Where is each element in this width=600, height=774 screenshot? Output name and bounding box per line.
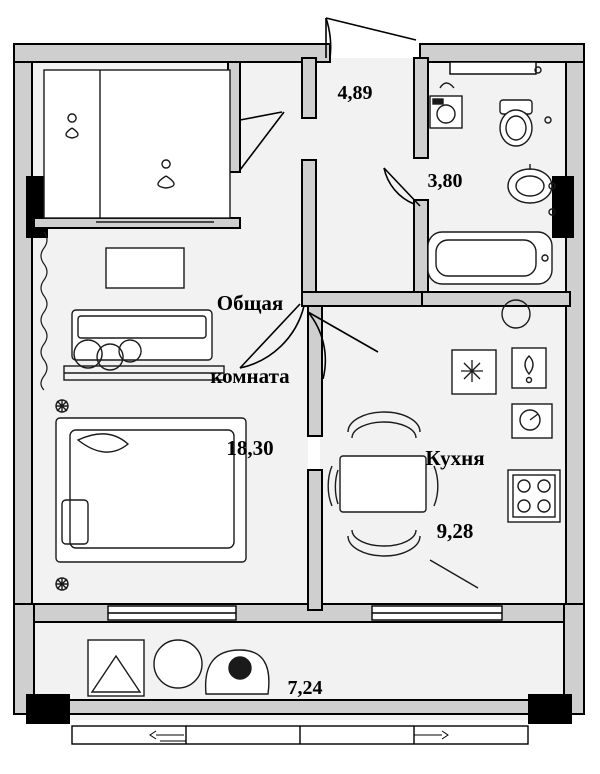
room-area-hall: 4,89 <box>337 82 373 104</box>
room-label-living <box>170 243 330 509</box>
wardrobe <box>44 70 230 222</box>
room-area-living: 18,30 <box>226 436 274 461</box>
room-label-kitchen <box>400 398 510 591</box>
room-name-kitchen: Кухня <box>425 446 485 471</box>
room-name-living-line1: Общая <box>216 291 284 316</box>
room-area-bath: 3,80 <box>427 170 463 192</box>
plant-icon-2 <box>56 578 68 590</box>
snowflake-icon <box>461 360 483 382</box>
plant-icon <box>56 400 68 412</box>
room-area-kitchen: 9,28 <box>436 518 474 543</box>
room-area-balcony: 7,24 <box>287 677 323 699</box>
room-name-living-line2: комната <box>210 363 290 388</box>
